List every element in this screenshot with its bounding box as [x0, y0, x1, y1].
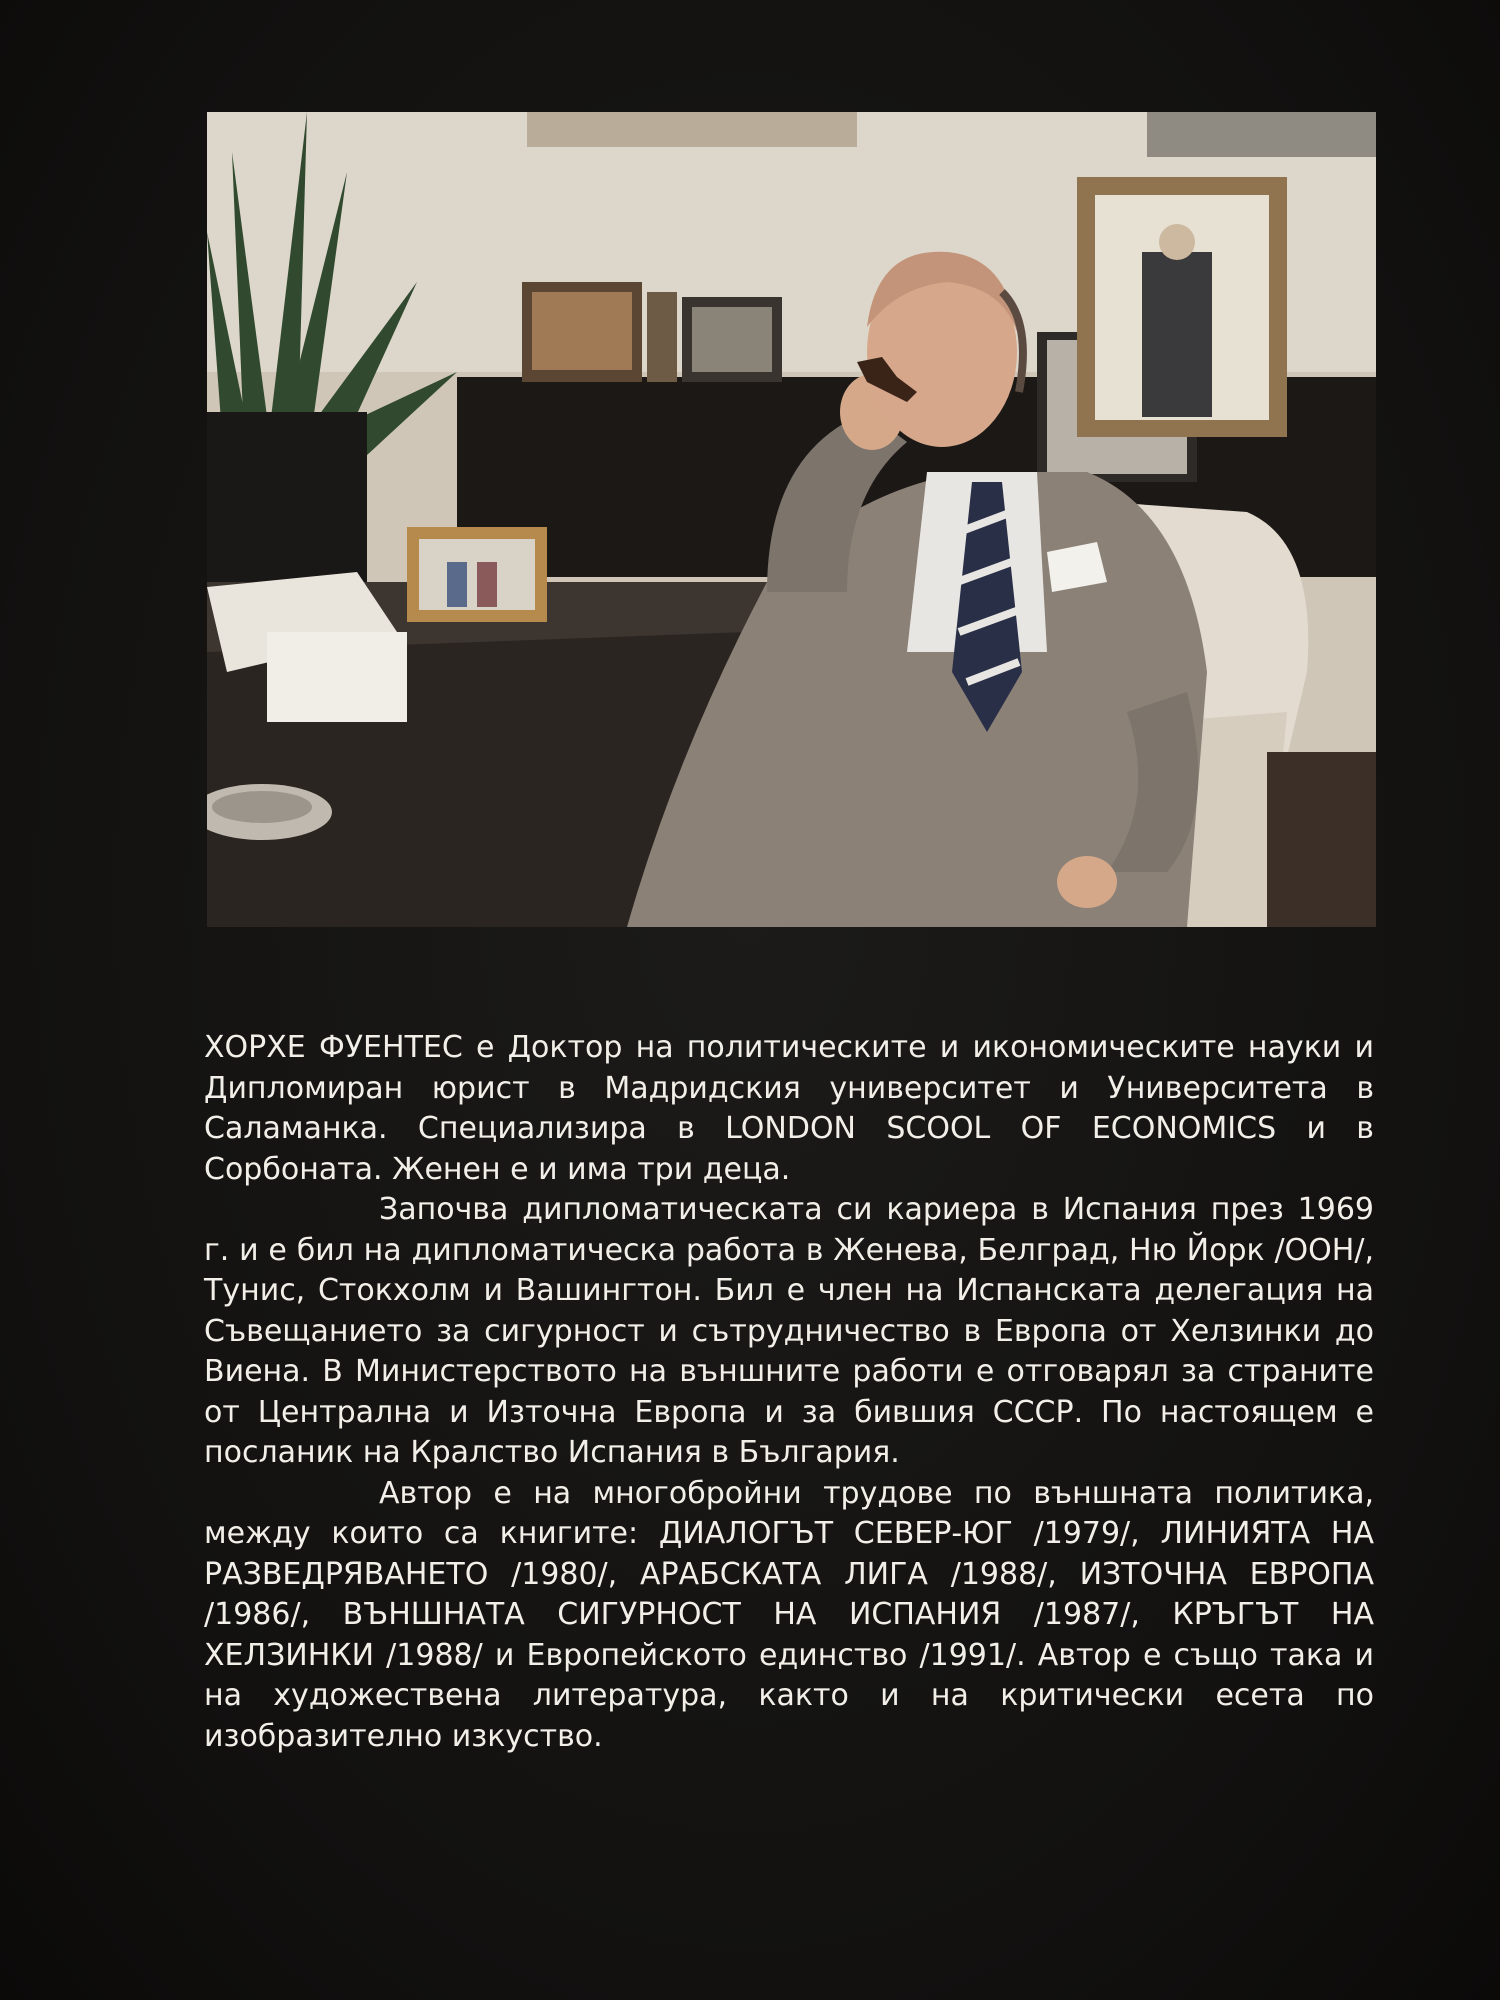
bio-paragraph-1: ХОРХЕ ФУЕНТЕС е Доктор на политическите и икономическите науки и Дипломиран юрист в Мадридския университет и Университета в Саламанка. Специализира в LONDON SCOOL OF ECONOMICS и в Сорбоната. Женен е и има три деца.	[204, 1030, 1374, 1187]
author-biography	[204, 1028, 1374, 1757]
author-photo	[207, 112, 1376, 927]
bio-paragraph-2: Започва дипломатическата си кариера в Испания през 1969 г. и е бил на дипломатическа работа в Женева, Белград, Ню Йорк /ООН/, Тунис, Стокхолм и Вашингтон. Бил е член на Испанската делегация на Съвещанието за сигурност и сътрудничество в Европа от Хелзинки до Виена. В Министерството на външните работи е отговарял за страните от Централна и Източна Европа и за бившия СССР. По настоящем е посланик на Кралство Испания в България.	[204, 1192, 1374, 1470]
bio-paragraph-3: Автор е на многобройни трудове по външната политика, между които са книгите: ДИАЛОГЪТ СЕВЕР-ЮГ /1979/, ЛИНИЯТА НА РАЗВЕДРЯВАНЕТО /1980/, АРАБСКАТА ЛИГА /1988/, ИЗТОЧНА ЕВРОПА /1986/, ВЪНШНАТА СИГУРНОСТ НА ИСПАНИЯ /1987/, КРЪГЪТ НА ХЕЛЗИНКИ /1988/ и Европейското единство /1991/. Автор е също така и на художествена литература, както и на критически есета по изобразително изкуство.	[204, 1475, 1374, 1754]
author-photo-illustration	[207, 112, 1376, 927]
